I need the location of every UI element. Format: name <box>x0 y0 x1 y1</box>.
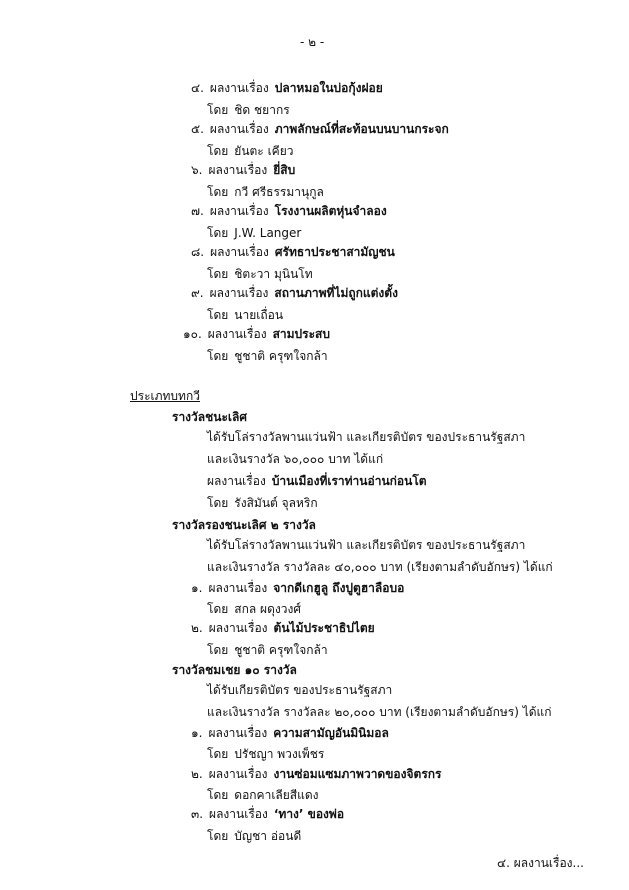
work-title: สถานภาพที่ไม่ถูกแต่งตั้ง <box>274 286 398 300</box>
by-label: โดย <box>207 747 229 761</box>
author-line <box>207 787 319 803</box>
author-line <box>207 225 301 241</box>
work-label: ผลงานเรื่อง <box>209 122 269 136</box>
runner-up-desc: ได้รับโล่รางวัลพานแว่นฟ้า และเกียรติบัตร ของประธานรัฐสภา <box>207 538 526 552</box>
item-number: ๒. <box>191 621 203 635</box>
honorable-desc: และเงินรางวัล รางวัลละ ๒๐,๐๐๐ บาท (เรียงตามลำดับอักษร) ได้แก่ <box>207 705 552 719</box>
work-title: บ้านเมืองที่เราท่านอ่านก่อนโต <box>271 474 427 488</box>
author-name: สกล ผดุงวงศ์ <box>234 602 301 616</box>
author-name: กวี ศรีธรรมานุกูล <box>234 185 324 199</box>
by-label: โดย <box>207 602 229 616</box>
work-title: สามประสบ <box>272 327 330 341</box>
item-number: ๑. <box>191 726 203 740</box>
work-label: ผลงานเรื่อง <box>209 807 268 821</box>
by-label: โดย <box>207 267 229 281</box>
work-line <box>191 162 295 178</box>
by-label: โดย <box>207 788 229 802</box>
work-line <box>191 285 398 301</box>
work-line <box>191 203 387 219</box>
author-name: ชิตะวา มุนินโท <box>234 267 313 281</box>
work-label: ผลงานเรื่อง <box>209 286 269 300</box>
author-name: บัญชา อ่อนดี <box>234 829 302 843</box>
work-line <box>191 620 375 636</box>
author-line <box>207 307 283 323</box>
by-label: โดย <box>207 308 229 322</box>
runner-up-heading: รางวัลรองชนะเลิศ ๒ รางวัล <box>172 518 316 532</box>
author-line <box>207 348 328 364</box>
work-line <box>191 766 441 782</box>
work-label: ผลงานเรื่อง <box>208 163 268 177</box>
by-label: โดย <box>207 103 229 117</box>
winner-desc: และเงินรางวัล ๖๐,๐๐๐ บาท ได้แก่ <box>207 452 384 466</box>
by-label: โดย <box>207 829 229 843</box>
work-label: ผลงานเรื่อง <box>209 81 269 95</box>
work-label: ผลงานเรื่อง <box>207 327 267 341</box>
item-number: ๓. <box>191 807 204 821</box>
work-line <box>191 806 344 822</box>
author-line <box>207 828 301 844</box>
work-title: ต้นไม้ประชาธิปไตย <box>273 621 375 635</box>
author-line <box>207 746 324 762</box>
work-line <box>191 244 395 260</box>
work-line <box>191 725 389 741</box>
work-label: ผลงานเรื่อง <box>208 767 268 781</box>
item-number: ๖. <box>191 163 203 177</box>
author-line <box>207 266 313 282</box>
item-number: ๔. <box>191 81 204 95</box>
page-number: - ๒ - <box>300 35 325 49</box>
author-line <box>207 601 301 617</box>
section-heading: ประเภทบทกวี <box>130 389 200 403</box>
runner-up-desc: และเงินรางวัล รางวัลละ ๔๐,๐๐๐ บาท (เรียงตามลำดับอักษร) ได้แก่ <box>207 560 553 574</box>
work-title: ยี่สิบ <box>273 163 296 177</box>
work-title: จากดีเกฮูลู ถึงปูตูฮาลือบอ <box>273 581 405 595</box>
author-name: นายเถื่อน <box>234 308 284 322</box>
work-title: ภาพลักษณ์ที่สะท้อนบนบานกระจก <box>274 122 449 136</box>
by-label: โดย <box>207 185 229 199</box>
author-line <box>207 184 324 200</box>
item-number: ๘. <box>191 245 205 259</box>
work-label: ผลงานเรื่อง <box>208 621 268 635</box>
author-line <box>207 143 293 159</box>
work-line <box>207 473 427 489</box>
work-title: งานซ่อมแซมภาพวาดของจิตรกร <box>273 767 442 781</box>
work-title: โรงงานผลิตหุ่นจำลอง <box>274 204 387 218</box>
winner-heading: รางวัลชนะเลิศ <box>172 410 247 424</box>
work-line <box>191 80 383 96</box>
author-name: ชิด ชยากร <box>234 103 290 117</box>
item-number: ๒. <box>191 767 203 781</box>
author-name: ปรัชญา พวงเพ็ชร <box>234 747 325 761</box>
work-label: ผลงานเรื่อง <box>209 204 269 218</box>
work-line <box>183 326 330 342</box>
honorable-desc: ได้รับเกียรติบัตร ของประธานรัฐสภา <box>207 683 393 697</box>
author-line <box>207 642 328 658</box>
work-title: ปลาหมอในบ่อกุ้งฝอย <box>274 81 383 95</box>
by-label: โดย <box>207 496 229 510</box>
by-label: โดย <box>207 349 229 363</box>
work-label: ผลงานเรื่อง <box>210 245 269 259</box>
work-title: ‘ทาง’ ของพ่อ <box>273 807 345 821</box>
work-label: ผลงานเรื่อง <box>208 726 268 740</box>
item-number: ๑๐. <box>183 327 202 341</box>
winner-desc: ได้รับโล่รางวัลพานแว่นฟ้า และเกียรติบัตร ของประธานรัฐสภา <box>207 430 526 444</box>
item-number: ๙. <box>191 286 204 300</box>
work-label: ผลงานเรื่อง <box>208 581 268 595</box>
work-label: ผลงานเรื่อง <box>207 474 266 488</box>
author-name: ชูชาติ ครุฑใจกล้า <box>234 643 328 657</box>
honorable-heading: รางวัลชมเชย ๑๐ รางวัล <box>172 663 297 677</box>
work-title: ความสามัญอันมินิมอล <box>273 726 389 740</box>
item-number: ๑. <box>191 581 203 595</box>
author-name: ยันตะ เคียว <box>234 144 294 158</box>
by-label: โดย <box>207 643 229 657</box>
item-number: ๕. <box>191 122 204 136</box>
author-line <box>207 102 290 118</box>
item-number: ๗. <box>191 204 204 218</box>
author-name: รังสิมันต์ จุลหริก <box>234 496 318 510</box>
by-label: โดย <box>207 226 229 240</box>
author-name: ชูชาติ ครุฑใจกล้า <box>234 349 328 363</box>
work-title: ศรัทธาประชาสามัญชน <box>274 245 395 259</box>
continuation-note: ๔. ผลงานเรื่อง... <box>497 856 584 870</box>
by-label: โดย <box>207 144 229 158</box>
author-line <box>207 495 318 511</box>
author-name: ดอกคาเลียสีแดง <box>234 788 319 802</box>
work-line <box>191 121 449 137</box>
work-line <box>191 580 404 596</box>
author-name: J.W. Langer <box>234 226 302 240</box>
